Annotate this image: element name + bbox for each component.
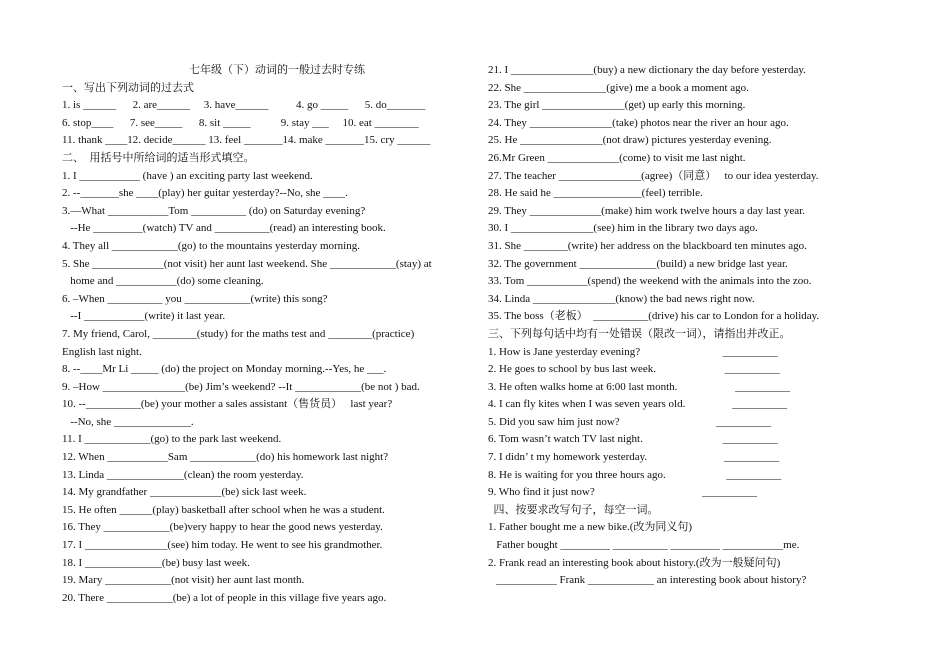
section-heading-3: 三、下列每句话中均有一处错误（限改一词），请指出并改正。 [488, 327, 791, 340]
exercise-line: 24. They _______________(take) photos near the river an hour ago. [488, 116, 789, 129]
rewrite-line: 2. Frank read an interesting book about history.(改为一般疑问句) [488, 556, 781, 569]
exercise-line: English last night. [62, 345, 142, 358]
exercise-line: 23. The girl _______________(get) up early this morning. [488, 99, 746, 112]
exercise-line: 33. Tom ___________(spend) the weekend with the animals into the zoo. [488, 275, 812, 288]
exercise-line: 15. He often ______(play) basketball after school when he was a student. [62, 503, 385, 516]
error-correction-line: 8. He is waiting for you three hours ago. __________ [488, 468, 782, 481]
exercise-line: 10. --__________(be) your mother a sales assistant（售货员） last year? [62, 398, 393, 411]
verb-row: 11. thank ____12. decide______ 13. feel _______14. make _______15. cry ______ [62, 134, 431, 147]
section-heading-2: 二、 用括号中所给词的适当形式填空。 [62, 151, 255, 164]
exercise-line: 12. When ___________Sam ____________(do) his homework last night? [62, 451, 389, 464]
exercise-line: 17. I _______________(see) him today. He went to see his grandmother. [62, 539, 383, 552]
exercise-line: 31. She ________(write) her address on the blackboard ten minutes ago. [488, 239, 807, 252]
section-heading-1: 一、写出下列动词的过去式 [62, 81, 194, 94]
exercise-line: 2. --_______she ____(play) her guitar yesterday?--No, she ____. [62, 187, 348, 200]
exercise-line: 25. He _______________(not draw) pictures yesterday evening. [488, 134, 772, 147]
right-column [488, 62, 888, 590]
error-correction-line: 4. I can fly kites when I was seven years old. __________ [488, 398, 788, 411]
error-correction-line: 2. He goes to school by bus last week. __________ [488, 363, 780, 376]
exercise-line: 9. –How _______________(be) Jim’s weekend? --It ____________(be not ) bad. [62, 380, 420, 393]
exercise-line: 11. I ____________(go) to the park last weekend. [62, 433, 282, 446]
error-correction-line: 1. How is Jane yesterday evening? __________ [488, 345, 778, 358]
exercise-line: 26.Mr Green _____________(come) to visit me last night. [488, 151, 746, 164]
exercise-line: 27. The teacher _______________(agree)（同意） to our idea yesterday. [488, 169, 819, 182]
exercise-line: 22. She _______________(give) me a book a moment ago. [488, 81, 749, 94]
exercise-line: --I ___________(write) it last year. [62, 310, 226, 323]
rewrite-line: ___________ Frank ____________ an interesting book about history? [488, 574, 807, 587]
exercise-line: 16. They ____________(be)very happy to hear the good news yesterday. [62, 521, 383, 534]
left-column [62, 62, 472, 607]
exercise-line: 35. The boss（老板） __________(drive) his car to London for a holiday. [488, 310, 820, 323]
error-correction-line: 5. Did you saw him just now? __________ [488, 415, 771, 428]
exercise-line: 19. Mary ____________(not visit) her aunt last month. [62, 574, 305, 587]
rewrite-line: Father bought _________ __________ _________ ___________me. [488, 539, 800, 552]
error-correction-line: 6. Tom wasn’t watch TV last night. __________ [488, 433, 778, 446]
exercise-line: 8. --____Mr Li _____ (do) the project on Monday morning.--Yes, he ___. [62, 363, 387, 376]
verb-row: 6. stop____ 7. see_____ 8. sit _____ 9. stay ___ 10. eat ________ [62, 116, 419, 129]
exercise-line: 14. My grandfather _____________(be) sick last week. [62, 486, 307, 499]
section-heading-4: 四、按要求改写句子，每空一词。 [488, 503, 659, 516]
error-correction-line: 3. He often walks home at 6:00 last month. __________ [488, 380, 791, 393]
exercise-line: 28. He said he ________________(feel) terrible. [488, 187, 703, 200]
exercise-line: 6. –When __________ you ____________(write) this song? [62, 292, 328, 305]
error-correction-line: 7. I didn’ t my homework yesterday. __________ [488, 451, 780, 464]
verb-row: 1. is ______ 2. are______ 3. have______ 4. go _____ 5. do_______ [62, 99, 426, 112]
exercise-line: 21. I _______________(buy) a new dictionary the day before yesterday. [488, 64, 806, 76]
worksheet-title: 七年级（下）动词的一般过去时专练 [189, 64, 365, 76]
exercise-line: 4. They all ____________(go) to the mountains yesterday morning. [62, 239, 360, 252]
error-correction-line: 9. Who find it just now? __________ [488, 486, 757, 499]
exercise-line: 13. Linda ______________(clean) the room yesterday. [62, 468, 304, 481]
exercise-line: 1. I ___________ (have ) an exciting party last weekend. [62, 169, 313, 182]
exercise-line: 7. My friend, Carol, ________(study) for the maths test and ________(practice) [62, 327, 415, 340]
exercise-line: 30. I _______________(see) him in the library two days ago. [488, 222, 758, 235]
exercise-line: 5. She _____________(not visit) her aunt last weekend. She ____________(stay) at [62, 257, 432, 270]
exercise-line: home and ___________(do) some cleaning. [62, 275, 264, 288]
exercise-line: 29. They _____________(make) him work twelve hours a day last year. [488, 204, 805, 217]
exercise-line: 34. Linda _______________(know) the bad news right now. [488, 292, 755, 305]
rewrite-line: 1. Father bought me a new bike.(改为同义句) [488, 521, 693, 534]
exercise-line: --No, she ______________. [62, 415, 194, 428]
exercise-line: 32. The government ______________(build) a new bridge last year. [488, 257, 788, 270]
exercise-line: --He _________(watch) TV and __________(read) an interesting book. [62, 222, 386, 235]
exercise-line: 18. I ______________(be) busy last week. [62, 556, 250, 569]
exercise-line: 20. There ____________(be) a lot of people in this village five years ago. [62, 591, 387, 604]
exercise-line: 3.—What ___________Tom __________ (do) on Saturday evening? [62, 204, 366, 217]
